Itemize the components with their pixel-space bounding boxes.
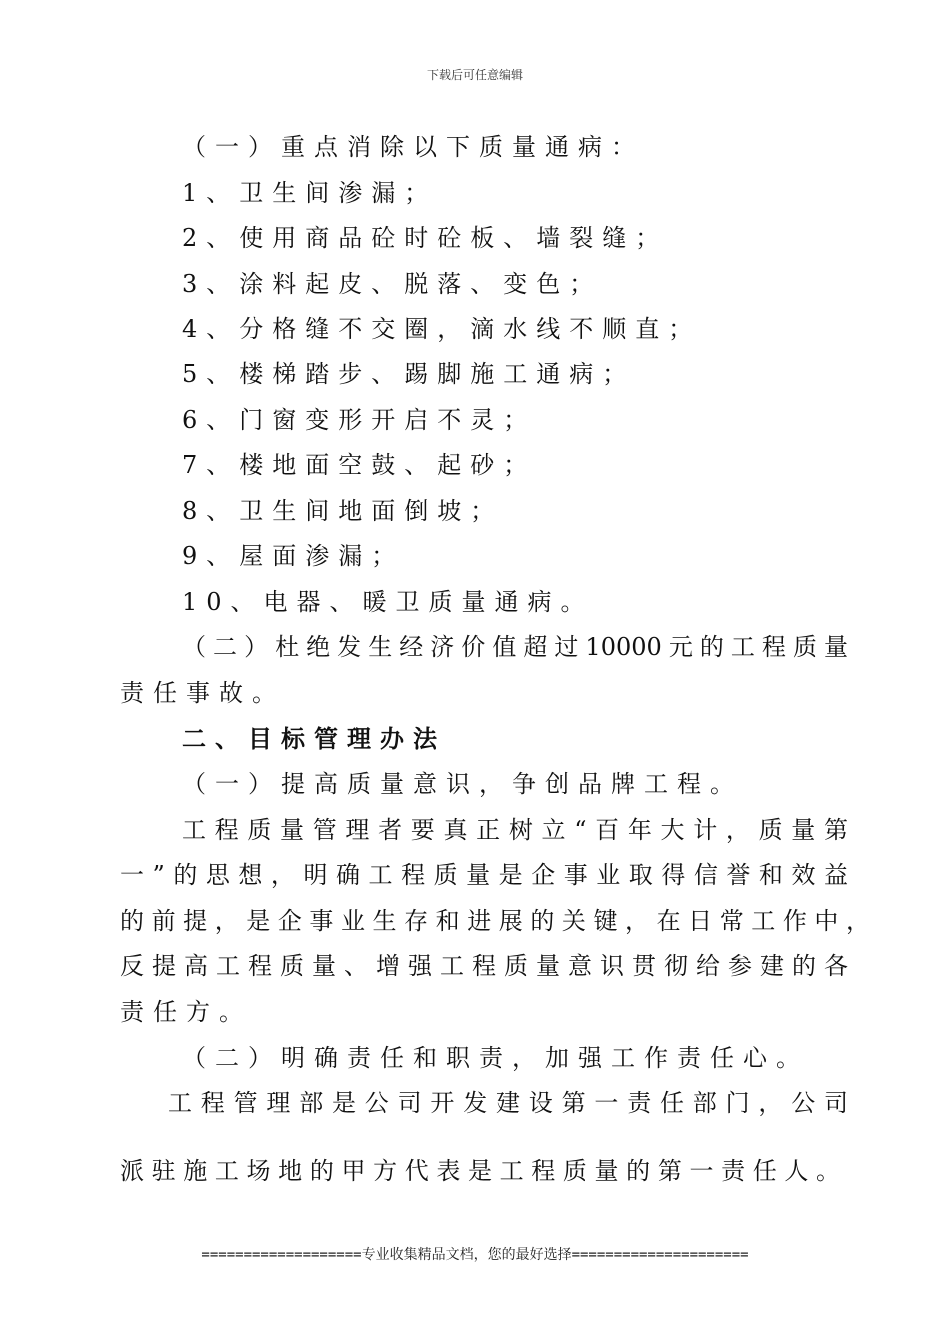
text-line-15: （一）提高质量意识，争创品牌工程。 — [182, 770, 743, 798]
text-line-22: 工程管理部是公司开发建设第一责任部门，公司 — [168, 1089, 848, 1117]
text-line-1: （一）重点消除以下质量通病： — [182, 133, 644, 161]
header-note: 下载后可任意编辑 — [426, 68, 523, 82]
text-line-11: 10、电器、暖卫质量通病。 — [182, 588, 594, 616]
text-line-20: 责任方。 — [120, 998, 252, 1026]
text-line-8: 7、楼地面空鼓、起砂； — [182, 451, 537, 479]
text-line-10: 9、屋面渗漏； — [182, 542, 405, 570]
footer-note: ===================专业收集精品文档，您的最好选择===================== — [201, 1247, 749, 1263]
text-line-9: 8、卫生间地面倒坡； — [182, 497, 504, 525]
text-line-4: 3、涂料起皮、脱落、变色； — [182, 270, 603, 298]
text-line-17: 一”的思想，明确工程质量是企事业取得信誉和效益 — [120, 861, 848, 889]
text-line-23: 派驻施工场地的甲方代表是工程质量的第一责任人。 — [120, 1157, 840, 1185]
text-line-18: 的前提，是企事业生存和进展的关键，在日常工作中， — [120, 907, 870, 935]
text-line-19: 反提高工程质量、增强工程质量意识贯彻给参建的各 — [120, 952, 848, 980]
text-line-12: （二）杜绝发生经济价值超过10000元的工程质量 — [182, 633, 848, 661]
text-line-16: 工程质量管理者要真正树立“百年大计，质量第 — [182, 816, 848, 844]
text-line-21: （二）明确责任和职责，加强工作责任心。 — [182, 1044, 809, 1072]
text-line-7: 6、门窗变形开启不灵； — [182, 406, 537, 434]
text-line-13: 责任事故。 — [120, 679, 285, 707]
text-line-2: 1、卫生间渗漏； — [182, 179, 438, 207]
text-line-6: 5、楼梯踏步、踢脚施工通病； — [182, 360, 636, 388]
text-line-3: 2、使用商品砼时砼板、墙裂缝； — [182, 224, 669, 252]
section-heading: 二、目标管理办法 — [182, 724, 446, 753]
text-line-5: 4、分格缝不交圈，滴水线不顺直； — [182, 315, 702, 343]
